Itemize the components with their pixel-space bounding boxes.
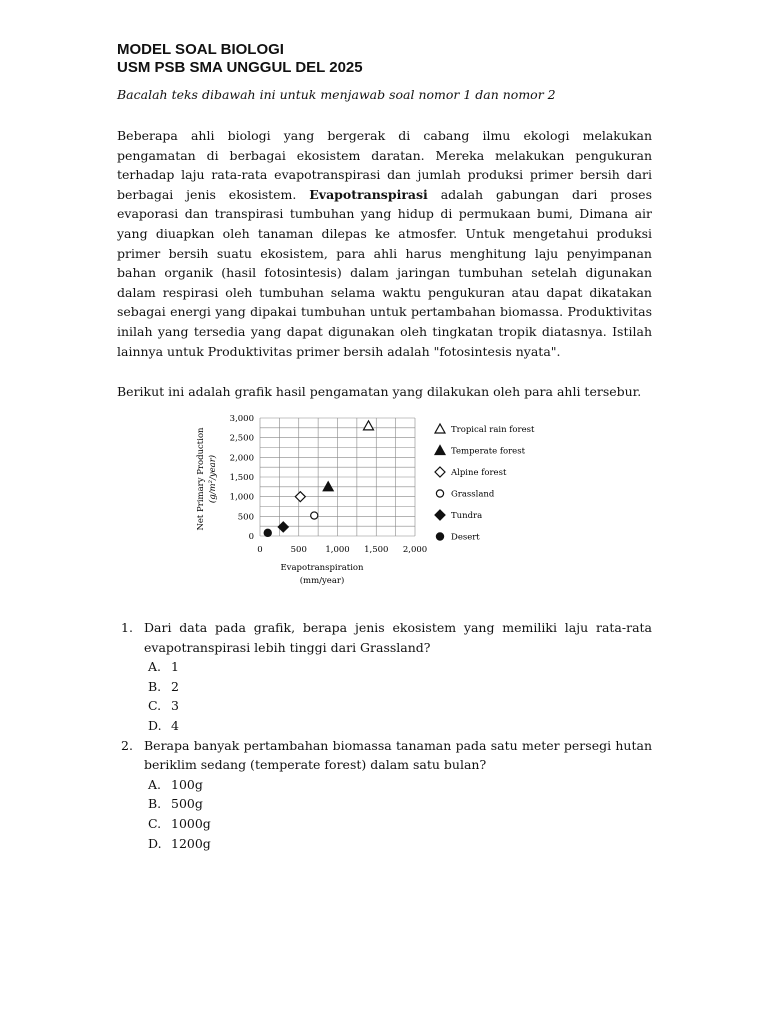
y-tick-label: 2,500 [229, 433, 254, 444]
x-tick-label: 0 [257, 545, 263, 555]
legend-label: Grassland [451, 489, 495, 500]
answer-option [144, 716, 652, 736]
x-tick-label: 2,000 [402, 545, 428, 555]
answer-option [144, 775, 652, 795]
y-tick-label: 1,500 [229, 473, 254, 483]
legend-marker [435, 510, 445, 520]
option-letter: B. [148, 796, 162, 812]
question-text: Berapa banyak pertambahan biomassa tanaman pada satu meter persegi hutan beriklim sedang (temperate forest) dalam satu bulan? [144, 737, 652, 773]
document-title: MODEL SOAL BIOLOGI [117, 41, 284, 58]
legend-label: Tundra [451, 511, 483, 521]
question-list [117, 618, 652, 853]
option-letter: B. [148, 678, 162, 694]
option-text: 1200g [171, 835, 211, 851]
y-tick-label: 1,000 [229, 492, 254, 503]
answer-option [144, 794, 652, 814]
question-number: 1. [121, 620, 133, 635]
option-letter: A. [148, 659, 162, 675]
answer-option [144, 696, 652, 716]
chart-grid [260, 418, 415, 536]
passage-bold-term: Evapotranspirasi [309, 186, 428, 202]
legend-marker [435, 467, 445, 477]
answer-options [144, 775, 652, 853]
question-item [117, 736, 652, 854]
data-point-triangle-filled [323, 482, 333, 491]
option-text: 1000g [171, 815, 211, 831]
option-text: 3 [171, 698, 179, 714]
legend-marker [436, 533, 443, 540]
y-axis-unit: (g/m²/year) [208, 454, 218, 504]
question-text: Dari data pada grafik, berapa jenis ekosistem yang memiliki laju rata-rata evapotranspirasi lebih tinggi dari Grassland? [144, 620, 652, 655]
x-tick-label: 1,000 [325, 545, 350, 555]
document-subtitle: USM PSB SMA UNGGUL DEL 2025 [117, 59, 363, 76]
x-axis-label: Evapotranspiration [280, 563, 364, 573]
option-letter: D. [148, 717, 162, 733]
legend-marker [435, 446, 445, 455]
reading-instruction: Bacalah teks dibawah ini untuk menjawab soal nomor 1 dan nomor 2 [117, 87, 556, 102]
passage-text-end: adalah gabungan dari proses evaporasi dan transpirasi tumbuhan yang hidup di permukaan bumi, Dimana air yang diuapkan oleh tanaman dilepas ke atmosfer. Untuk mengetahui produksi primer bersih suatu ekosistem, para ahli harus menghitung laju penyimpanan bahan organik (hasil fotosintesis) dalam jaringan tumbuhan setelah digunakan dalam respirasi oleh tumbuhan selama waktu pengukuran atau dapat dikatakan sebagai energi yang dipakai tumbuhan untuk pertambahan biomassa. Produktivitas inilah yang tersedia yang dapat digunakan oleh tingkatan tropik diatasnya. Istilah lainnya untuk Produktivitas primer bersih adalah "fotosintesis nyata". [117, 186, 652, 359]
question-item [117, 618, 652, 736]
data-point-circle-open [311, 512, 318, 519]
option-text: 500g [171, 796, 203, 812]
option-text: 2 [171, 678, 179, 694]
y-tick-label: 3,000 [229, 414, 254, 424]
y-tick-label: 0 [248, 532, 254, 542]
option-text: 4 [171, 717, 179, 733]
passage-paragraph [117, 126, 652, 361]
graph-intro: Berikut ini adalah grafik hasil pengamatan yang dilakukan oleh para ahli tersebur. [117, 384, 642, 399]
option-text: 1 [171, 659, 179, 675]
answer-option [144, 677, 652, 697]
option-text: 100g [171, 776, 203, 792]
npp-scatter-chart [190, 408, 550, 593]
y-axis-label: Net Primary Production [196, 427, 206, 531]
legend-marker [435, 424, 445, 433]
legend-marker [436, 490, 443, 497]
passage-text-start: Beberapa ahli biologi yang bergerak di cabang ilmu ekologi melakukan pengamatan di berbagai ekosistem daratan. Mereka melakukan pengukuran terhadap laju rata-rata evapotranspirasi dan jumlah produksi primer bersih dari berbagai jenis ekosistem. [117, 128, 652, 202]
legend-label: Tropical rain forest [451, 425, 535, 435]
option-letter: C. [148, 698, 162, 714]
x-tick-label: 500 [290, 545, 307, 555]
answer-options [144, 657, 652, 735]
legend-label: Desert [451, 532, 480, 543]
data-point-diamond-filled [278, 522, 288, 532]
legend-label: Alpine forest [451, 468, 507, 478]
y-tick-label: 500 [237, 512, 254, 523]
question-number: 2. [121, 737, 133, 753]
legend-label: Temperate forest [451, 446, 525, 457]
answer-option [144, 834, 652, 854]
answer-option [144, 657, 652, 677]
data-point-diamond-open [295, 492, 305, 502]
x-axis-unit: (mm/year) [299, 576, 345, 586]
y-tick-label: 2,000 [229, 453, 254, 464]
answer-option [144, 814, 652, 834]
chart-legend [435, 424, 535, 543]
x-tick-label: 1,500 [364, 545, 389, 555]
option-letter: D. [148, 835, 162, 851]
data-point-triangle-open [364, 421, 374, 430]
option-letter: C. [148, 815, 162, 831]
option-letter: A. [148, 776, 162, 792]
data-point-circle-filled [264, 529, 271, 536]
